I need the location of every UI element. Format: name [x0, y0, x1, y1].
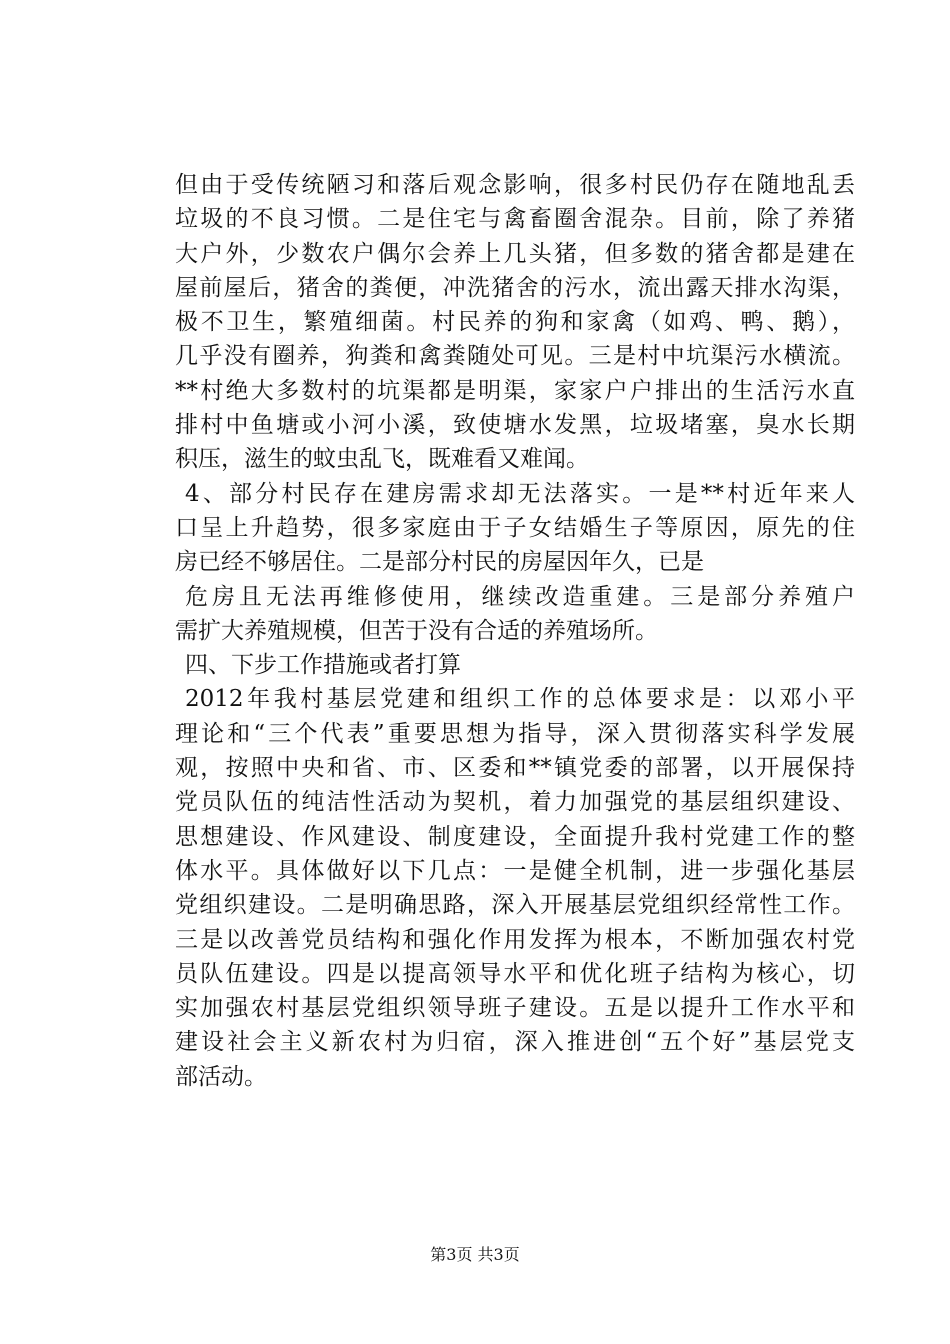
page-footer: 第3页 共3页: [430, 1245, 520, 1264]
text-line: 观，按照中央和省、市、区委和**镇党委的部署，以开展保持: [175, 755, 855, 782]
text-line: 房已经不够居住。二是部分村民的房屋因年久，已是: [175, 549, 704, 576]
text-line: 三是以改善党员结构和强化作用发挥为根本，不断加强农村党: [175, 926, 855, 953]
text-line: 口呈上升趋势，很多家庭由于子女结婚生子等原因，原先的住: [175, 514, 855, 541]
text-line: 危房且无法再维修使用，继续改造重建。三是部分养殖户: [185, 583, 855, 610]
text-line: 积压，滋生的蚊虫乱飞，既难看又难闻。: [175, 446, 589, 473]
text-line: 思想建设、作风建设、制度建设，全面提升我村党建工作的整: [175, 823, 855, 850]
text-line: 党组织建设。二是明确思路，深入开展基层党组织经常性工作。: [175, 892, 855, 919]
text-line: 排村中鱼塘或小河小溪，致使塘水发黑，垃圾堵塞，臭水长期: [175, 412, 855, 439]
text-line: 大户外，少数农户偶尔会养上几头猪，但多数的猪舍都是建在: [175, 240, 855, 267]
body-text: [175, 168, 855, 1094]
text-line: 屋前屋后，猪舍的粪便，冲洗猪舍的污水，流出露天排水沟渠，: [175, 274, 855, 301]
text-line: 部活动。: [175, 1063, 267, 1090]
text-line: 体水平。具体做好以下几点：一是健全机制，进一步强化基层: [175, 857, 855, 884]
text-line: 几乎没有圈养，狗粪和禽粪随处可见。三是村中坑渠污水横流。: [175, 343, 855, 370]
text-line: 四、下步工作措施或者打算: [185, 652, 461, 679]
text-line: 4、部分村民存在建房需求却无法落实。一是**村近年来人: [185, 480, 855, 507]
text-line: 但由于受传统陋习和落后观念影响，很多村民仍存在随地乱丢: [175, 172, 855, 198]
text-line: 垃圾的不良习惯。二是住宅与禽畜圈舍混杂。目前，除了养猪: [175, 206, 855, 233]
text-line: 员队伍建设。四是以提高领导水平和优化班子结构为核心，切: [175, 960, 855, 987]
text-line: 党员队伍的纯洁性活动为契机，着力加强党的基层组织建设、: [175, 789, 855, 816]
text-line: 极不卫生，繁殖细菌。村民养的狗和家禽（如鸡、鸭、鹅），: [175, 309, 855, 336]
text-line: 2012年我村基层党建和组织工作的总体要求是：以邓小平: [185, 686, 855, 713]
text-line: 实加强农村基层党组织领导班子建设。五是以提升工作水平和: [175, 995, 855, 1022]
text-line: 需扩大养殖规模，但苦于没有合适的养殖场所。: [175, 617, 658, 644]
text-line: 理论和“三个代表”重要思想为指导，深入贯彻落实科学发展: [175, 720, 855, 747]
text-line: 建设社会主义新农村为归宿，深入推进创“五个好”基层党支: [175, 1029, 855, 1056]
text-line: **村绝大多数村的坑渠都是明渠，家家户户排出的生活污水直: [175, 377, 855, 404]
